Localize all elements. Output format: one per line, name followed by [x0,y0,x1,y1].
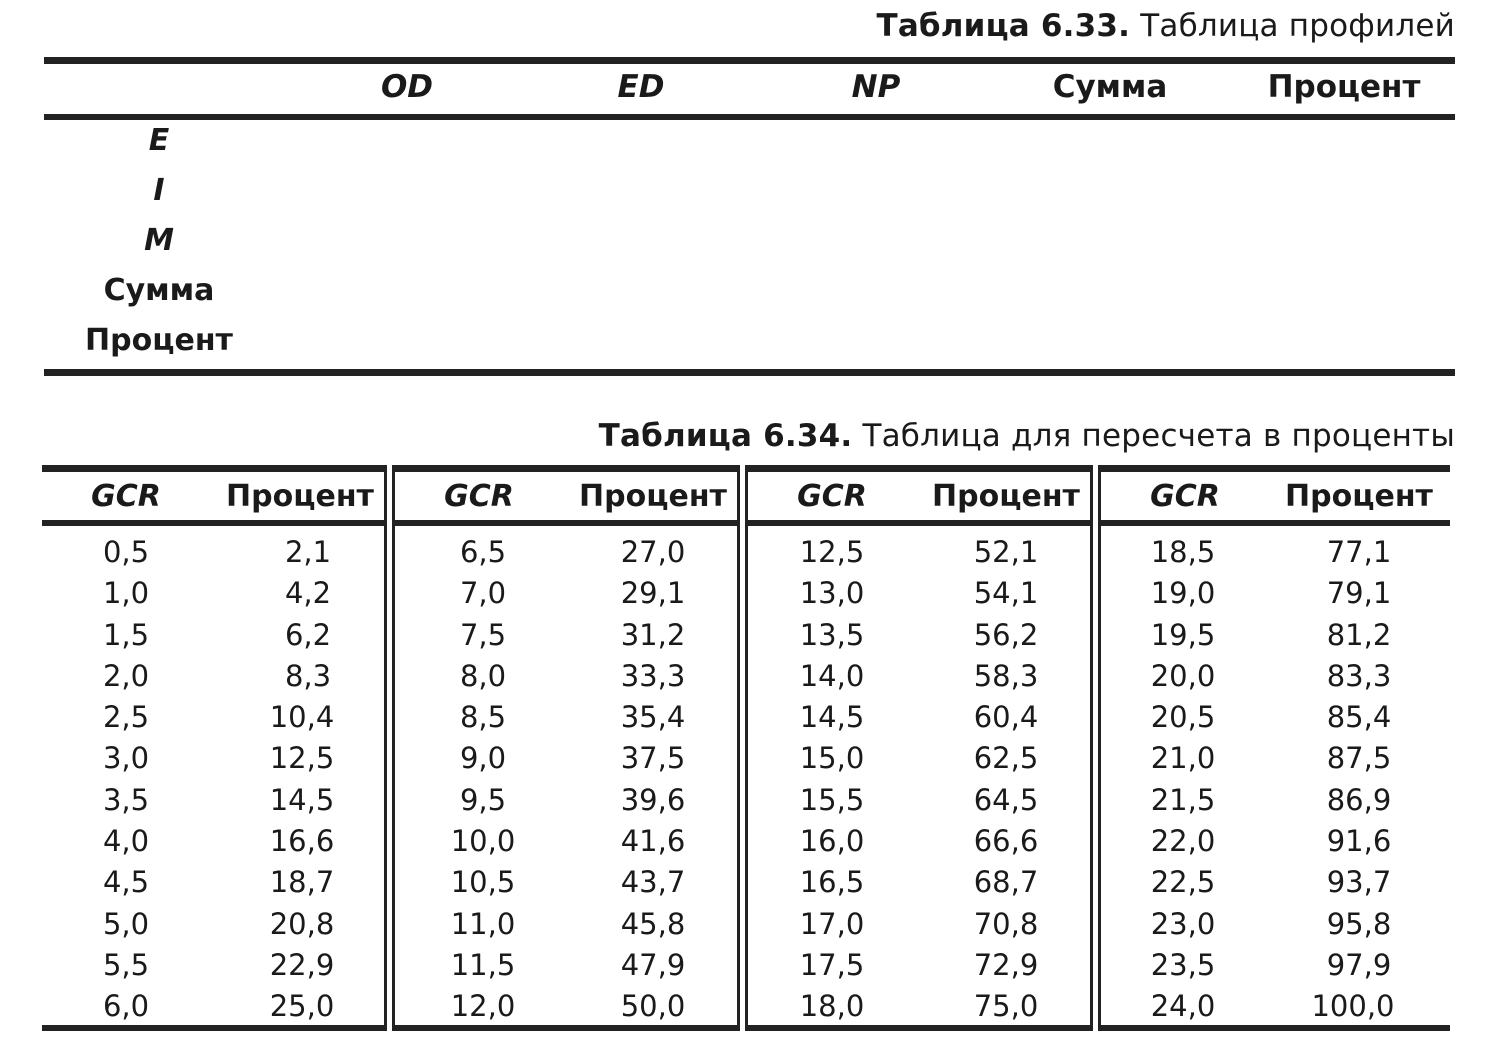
percent-cell: 45,8 [620,906,686,941]
percent-cell: 25,0 [269,989,335,1024]
column-header-gcr: GCR [444,479,514,514]
percent-cell: 35,4 [620,700,686,735]
table-row [395,904,737,945]
table-row [1101,573,1450,614]
column-header-gcr: GCR [91,479,161,514]
percent-cell: 39,6 [620,782,686,817]
percent-cell: 56,2 [973,617,1039,652]
table-row [748,738,1090,779]
table-row [42,862,384,903]
gcr-cell: 3,5 [102,782,150,817]
table-634-caption [599,418,1455,454]
table-row [1101,656,1450,697]
percent-cell: 100,0 [1311,989,1395,1024]
gcr-cell: 8,0 [459,658,507,693]
column-group-divider [384,465,395,1031]
gcr-cell: 7,0 [459,576,507,611]
row-label-m: M [144,223,174,258]
percent-cell: 86,9 [1326,782,1392,817]
gcr-cell: 10,0 [450,824,516,859]
gcr-cell: 15,5 [799,782,865,817]
gcr-cell: 17,0 [799,906,865,941]
gcr-cell: 23,5 [1150,947,1216,982]
percent-cell: 58,3 [973,658,1039,693]
table-row [748,780,1090,821]
profiles-table [44,57,1455,377]
table-row [1101,697,1450,738]
percent-cell: 10,4 [269,700,335,735]
table-row [42,945,384,986]
table-row [1101,780,1450,821]
table-row [42,532,384,573]
table-row [748,656,1090,697]
percent-cell: 60,4 [973,700,1039,735]
table-row [395,697,737,738]
gcr-cell: 10,5 [450,865,516,900]
percent-cell: 77,1 [1326,535,1392,569]
table-row [1101,986,1450,1027]
table-row [42,904,384,945]
table-row [1101,738,1450,779]
table-header-rule [44,114,1455,120]
table-row [1101,532,1450,573]
gcr-cell: 0,5 [102,535,150,569]
column-group-1 [42,465,384,1031]
table-row [748,862,1090,903]
table-row [42,821,384,862]
column-group-divider [737,465,748,1031]
percent-cell: 14,5 [269,782,335,817]
column-header-percent: Процент [226,479,374,514]
gcr-cell: 5,5 [102,947,150,982]
column-header-np: NP [851,69,901,105]
percent-cell: 43,7 [620,865,686,900]
table-row [42,656,384,697]
gcr-cell: 4,5 [102,865,150,900]
percent-cell: 6,2 [284,617,332,652]
percent-cell: 70,8 [973,906,1039,941]
gcr-cell: 1,0 [102,576,150,611]
table-row [1101,821,1450,862]
gcr-cell: 22,0 [1150,824,1216,859]
percent-cell: 62,5 [973,741,1039,776]
table-row [42,986,384,1027]
column-group-rows [748,532,1090,1028]
column-header-od: OD [380,69,434,105]
percent-cell: 85,4 [1326,700,1392,735]
percent-cell: 91,6 [1326,824,1392,859]
table-row [1101,945,1450,986]
table-row [748,904,1090,945]
table-row [395,656,737,697]
table-row [42,697,384,738]
row-label-i: I [153,173,165,208]
table-633-title: Таблица профилей [1140,8,1455,44]
column-header-percent: Процент [932,479,1080,514]
column-group-4 [1101,465,1450,1031]
percent-conversion-table [42,465,1450,1035]
gcr-cell: 9,0 [459,741,507,776]
table-row [395,821,737,862]
table-634-title: Таблица для пересчета в проценты [862,418,1455,454]
gcr-cell: 21,0 [1150,741,1216,776]
gcr-cell: 11,5 [450,947,516,982]
table-row [395,780,737,821]
gcr-cell: 12,5 [799,535,865,569]
table-633-caption [876,8,1455,44]
gcr-cell: 16,5 [799,865,865,900]
table-top-rule [44,57,1455,64]
gcr-cell: 15,0 [799,741,865,776]
gcr-cell: 2,0 [102,658,150,693]
percent-cell: 93,7 [1326,865,1392,900]
table-633-number: Таблица 6.33. [876,8,1131,44]
table-row [748,573,1090,614]
table-row [42,780,384,821]
percent-cell: 22,9 [269,947,335,982]
table-row [748,532,1090,573]
gcr-cell: 4,0 [102,824,150,859]
column-group-divider [1090,465,1101,1031]
gcr-cell: 6,0 [102,989,150,1024]
table-row [42,738,384,779]
percent-cell: 29,1 [620,576,686,611]
percent-cell: 97,9 [1326,947,1392,982]
column-group-2 [395,465,737,1031]
row-label-sum: Сумма [103,273,215,308]
column-group-rows [1101,532,1450,1028]
table-bottom-rule [44,369,1455,376]
gcr-cell: 16,0 [799,824,865,859]
gcr-cell: 14,5 [799,700,865,735]
table-row [748,697,1090,738]
table-row [42,573,384,614]
percent-cell: 83,3 [1326,658,1392,693]
gcr-cell: 18,0 [799,989,865,1024]
table-row [1101,904,1450,945]
column-header-percent: Процент [1285,479,1433,514]
percent-cell: 50,0 [620,989,686,1024]
percent-cell: 87,5 [1326,741,1392,776]
table-row [395,532,737,573]
table-row [42,615,384,656]
gcr-cell: 12,0 [450,989,516,1024]
percent-cell: 95,8 [1326,906,1392,941]
gcr-cell: 5,0 [102,906,150,941]
percent-cell: 8,3 [284,658,332,693]
column-header-sum: Сумма [1052,69,1168,105]
column-group-rows [42,532,384,1028]
gcr-cell: 14,0 [799,658,865,693]
percent-cell: 18,7 [269,865,335,900]
percent-cell: 12,5 [269,741,335,776]
percent-cell: 16,6 [269,824,335,859]
percent-cell: 72,9 [973,947,1039,982]
percent-cell: 20,8 [269,906,335,941]
row-label-e: E [148,123,170,158]
gcr-cell: 21,5 [1150,782,1216,817]
column-header-ed: ED [617,69,665,105]
gcr-cell: 19,5 [1150,617,1216,652]
column-header-gcr: GCR [797,479,867,514]
table-row [395,862,737,903]
column-header-gcr: GCR [1150,479,1220,514]
gcr-cell: 23,0 [1150,906,1216,941]
table-row [395,615,737,656]
percent-cell: 52,1 [973,535,1039,569]
table-row [395,573,737,614]
percent-cell: 64,5 [973,782,1039,817]
gcr-cell: 7,5 [459,617,507,652]
table-row [748,945,1090,986]
table-row [395,986,737,1027]
table-row [395,945,737,986]
gcr-cell: 13,5 [799,617,865,652]
gcr-cell: 22,5 [1150,865,1216,900]
gcr-cell: 2,5 [102,700,150,735]
gcr-cell: 17,5 [799,947,865,982]
table-row [395,738,737,779]
gcr-cell: 24,0 [1150,989,1216,1024]
gcr-cell: 8,5 [459,700,507,735]
gcr-cell: 18,5 [1150,535,1216,569]
gcr-cell: 9,5 [459,782,507,817]
percent-cell: 37,5 [620,741,686,776]
gcr-cell: 1,5 [102,617,150,652]
percent-cell: 54,1 [973,576,1039,611]
percent-cell: 75,0 [973,989,1039,1024]
percent-cell: 33,3 [620,658,686,693]
gcr-cell: 13,0 [799,576,865,611]
gcr-cell: 20,5 [1150,700,1216,735]
table-row [748,821,1090,862]
percent-cell: 81,2 [1326,617,1392,652]
table-row [1101,862,1450,903]
gcr-cell: 11,0 [450,906,516,941]
gcr-cell: 6,5 [459,535,507,569]
gcr-cell: 20,0 [1150,658,1216,693]
gcr-cell: 3,0 [102,741,150,776]
percent-cell: 4,2 [284,576,332,611]
gcr-cell: 19,0 [1150,576,1216,611]
column-group-rows [395,532,737,1028]
table-634-number: Таблица 6.34. [598,418,853,454]
table-row [748,986,1090,1027]
percent-cell: 79,1 [1326,576,1392,611]
table-row [748,615,1090,656]
column-header-percent: Процент [1267,69,1421,105]
percent-cell: 41,6 [620,824,686,859]
percent-cell: 68,7 [973,865,1039,900]
percent-cell: 66,6 [973,824,1039,859]
percent-cell: 2,1 [284,535,332,569]
row-label-percent: Процент [85,323,233,358]
column-header-percent: Процент [579,479,727,514]
percent-cell: 27,0 [620,535,686,569]
column-group-3 [748,465,1090,1031]
percent-cell: 47,9 [620,947,686,982]
percent-cell: 31,2 [620,617,686,652]
table-row [1101,615,1450,656]
